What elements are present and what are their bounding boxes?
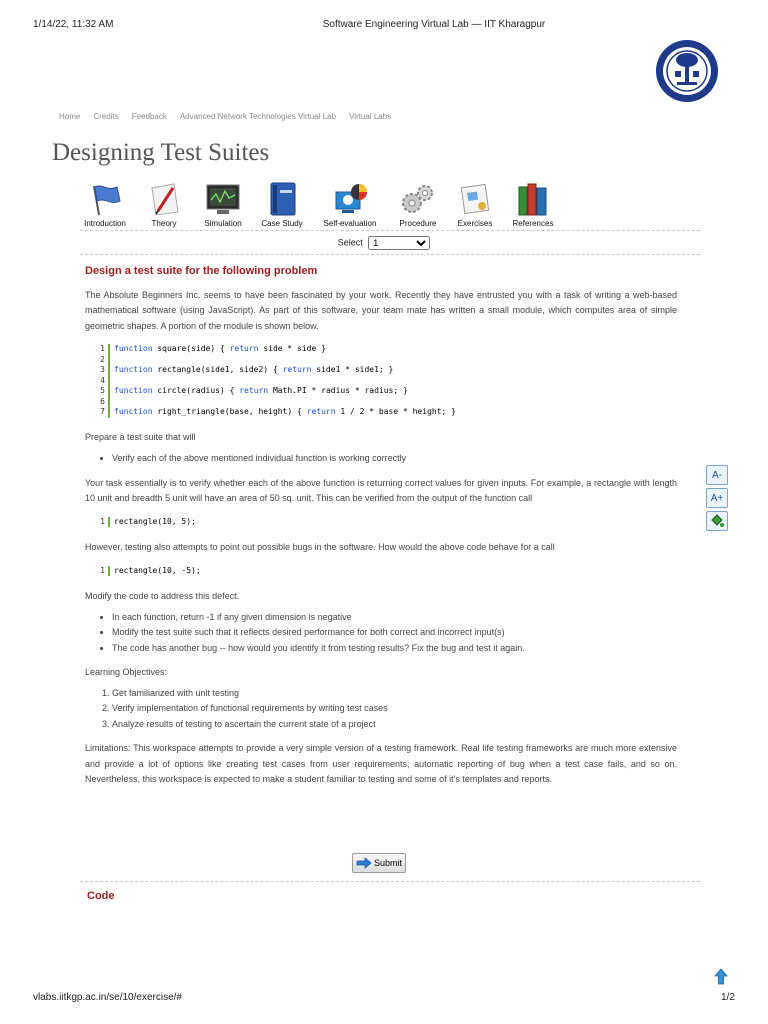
code-line (85, 397, 677, 408)
problem-heading: Design a test suite for the following problem (85, 265, 318, 277)
list-item: 1. Get familiarized with unit testing (112, 686, 677, 702)
divider (80, 881, 700, 882)
line-number: 5 (85, 386, 110, 397)
code-line (85, 365, 677, 376)
code-block-call-2 (85, 566, 677, 577)
code-block-module (85, 344, 677, 418)
tab-self-evaluation[interactable] (318, 182, 382, 230)
nav-home-link[interactable]: Home (59, 112, 81, 121)
code-section-heading: Code (87, 890, 115, 902)
print-url: vlabs.iitkgp.ac.in/se/10/exercise/# (33, 992, 182, 1003)
code-keyword: function (114, 386, 153, 395)
tab-references[interactable] (508, 182, 558, 230)
code-text: Math.PI * radius * radius; } (268, 386, 408, 395)
top-navigation (59, 112, 391, 121)
tab-label: Theory (151, 219, 177, 228)
code-block-call-1 (85, 517, 677, 528)
list-item: 3. Analyze results of testing to ascertain the current state of a project (112, 717, 677, 733)
code-keyword: function (114, 365, 153, 374)
line-number: 7 (85, 407, 110, 418)
list-item: 2. Verify implementation of functional requirements by writing test cases (112, 701, 677, 717)
code-keyword: function (114, 344, 153, 353)
tab-introduction[interactable] (80, 182, 130, 230)
code-text: side * side } (258, 344, 326, 353)
books-icon (513, 182, 553, 216)
select-label: Select (337, 237, 363, 248)
tab-label: Introduction (84, 219, 126, 228)
submit-button[interactable] (352, 853, 406, 873)
line-number: 1 (85, 566, 110, 577)
line-number: 3 (85, 365, 110, 376)
problem-intro: The Absolute Beginners Inc. seems to have been fascinated by your work. Recently they have entrusted you with a task of writing a web-based mathematical software (using JavaScript). As part of this software, your team mate has written a small module, which computes area of simple geometric shapes. A portion of the module is shown below. (85, 289, 677, 331)
code-text: circle(radius) { (152, 386, 240, 395)
tab-procedure[interactable] (394, 182, 442, 230)
code-keyword: return (229, 344, 259, 353)
line-number: 1 (85, 344, 110, 355)
flag-icon (85, 182, 125, 216)
modify-list (85, 610, 677, 657)
print-datetime: 1/14/22, 11:32 AM (33, 19, 114, 30)
limitations-text: Limitations: This workspace attempts to provide a very simple version of a testing framework. Real life testing frameworks are much more extensive and provide a lot of options like creating test cases from user requirements, automatic reporting of bug when a test case fails, and so on. Nevertheless, this workspace is expected to make a student familiar to testing and some of it's templates and reports. (85, 743, 677, 784)
code-line (85, 344, 677, 355)
code-keyword: function (114, 407, 153, 416)
arrow-right-icon (356, 857, 372, 869)
tab-case-study[interactable] (258, 182, 306, 230)
tab-label: Case Study (261, 219, 303, 228)
list-item: • Modify the test suite such that it reflects desired performance for both correct and incorrect input(s) (112, 625, 677, 641)
code-line (85, 407, 677, 418)
list-item: • In each function, return -1 if any given dimension is negative (112, 610, 677, 626)
tab-label: References (512, 219, 554, 228)
code-line (85, 386, 677, 397)
scroll-top-icon[interactable] (714, 968, 728, 985)
tab-label: Procedure (399, 219, 437, 228)
gears-icon (398, 182, 438, 216)
line-number: 1 (85, 517, 110, 528)
line-number: 6 (85, 397, 110, 408)
font-size-tools (706, 465, 728, 534)
print-page-title: Software Engineering Virtual Lab — IIT Kharagpur (322, 19, 546, 30)
chart-monitor-icon (330, 182, 370, 216)
nav-feedback-link[interactable]: Feedback (131, 112, 167, 121)
divider (80, 254, 700, 255)
decrease-font-button[interactable] (706, 465, 728, 485)
toggle-style-button[interactable] (706, 511, 728, 531)
exercise-selector (0, 236, 768, 250)
iit-kharagpur-logo (654, 38, 720, 104)
code-keyword: return (282, 365, 312, 374)
code-text: rectangle(side1, side2) { (152, 365, 283, 374)
code-text: side1 * side1; } (311, 365, 394, 374)
increase-font-button[interactable] (706, 488, 728, 508)
font-decrease-icon: A- (712, 469, 722, 481)
print-page-number: 1/2 (721, 992, 735, 1003)
code-line (85, 355, 677, 366)
code-text: rectangle(10, 5); (114, 516, 196, 526)
line-number: 4 (85, 376, 110, 387)
code-text: right_triangle(base, height) { (152, 407, 307, 416)
list-item: • Verify each of the above mentioned individual function is working correctly (112, 451, 677, 467)
submit-label: Submit (373, 858, 402, 868)
exercise-content (85, 262, 677, 788)
list-item: • The code has another bug -- how would you identify it from testing results? Fix the bug and test it again. (112, 641, 677, 657)
tab-theory[interactable] (142, 182, 186, 230)
objectives-list (85, 686, 677, 733)
nav-credits-link[interactable]: Credits (93, 112, 119, 121)
tab-label: Exercises (457, 219, 493, 228)
nav-ant-vlab-link[interactable]: Advanced Network Technologies Virtual Lab (179, 112, 337, 121)
section-tabbar (80, 182, 700, 230)
code-line (85, 517, 677, 528)
tab-simulation[interactable] (198, 182, 248, 230)
exercise-sheet-icon (455, 182, 495, 216)
prepare-list (85, 451, 677, 467)
tab-label: Simulation (204, 219, 242, 228)
task-text: Your task essentially is to verify whether each of the above function is returning correct values for given inputs. For example, a rectangle with length 10 unit and breadth 5 unit will have an area of 50 sq. unit. This can be verified from the output of the function call (85, 477, 677, 503)
prepare-text: Prepare a test suite that will (85, 431, 196, 442)
page-title: Designing Test Suites (52, 139, 270, 166)
print-header (0, 0, 768, 40)
paint-bucket-icon (710, 514, 724, 528)
code-line (85, 376, 677, 387)
code-keyword: return (306, 407, 336, 416)
font-increase-icon: A+ (710, 492, 724, 504)
code-text: square(side) { (152, 344, 230, 353)
notebook-icon (262, 182, 302, 216)
modify-text: Modify the code to address this defect. (85, 591, 240, 601)
exercise-select[interactable] (368, 236, 430, 250)
divider (80, 230, 700, 231)
objectives-label: Learning Objectives: (85, 667, 168, 677)
nav-virtual-labs-link[interactable]: Virtual Labs (349, 112, 392, 121)
however-text: However, testing also attempts to point out possible bugs in the software. How would the above code behave for a call (85, 542, 555, 552)
code-line (85, 566, 677, 577)
code-text: 1 / 2 * base * height; } (335, 407, 456, 416)
tab-label: Self-evaluation (323, 219, 377, 228)
code-keyword: return (239, 386, 269, 395)
monitor-icon (203, 182, 243, 216)
tab-exercises[interactable] (452, 182, 498, 230)
code-text: rectangle(10, -5); (114, 565, 201, 575)
line-number: 2 (85, 355, 110, 366)
pen-paper-icon (144, 182, 184, 216)
